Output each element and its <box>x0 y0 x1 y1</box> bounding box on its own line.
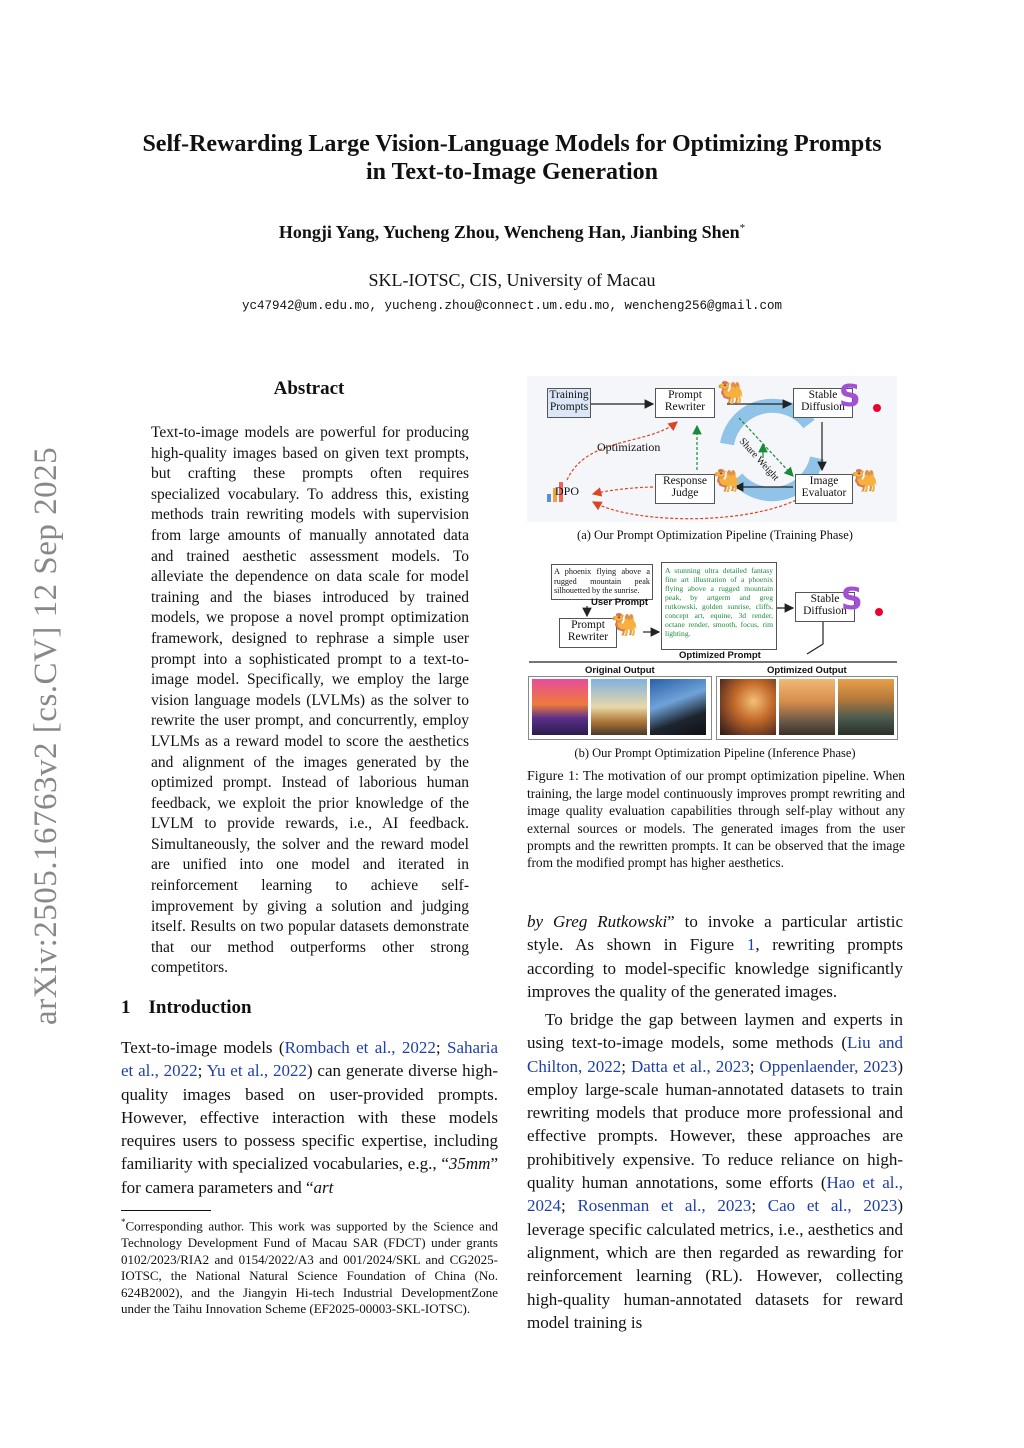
dpo-bar-icon <box>547 494 551 502</box>
original-image-2 <box>591 679 647 735</box>
subcaption-b: (b) Our Prompt Optimization Pipeline (Inference Phase) <box>574 746 856 760</box>
box-label: Prompts <box>549 401 589 413</box>
stability-logo-icon: S <box>839 379 861 414</box>
footnote-rule <box>121 1210 211 1211</box>
intro-text: ” for camera parameters and “ <box>121 1154 498 1197</box>
red-dot-icon <box>873 404 881 412</box>
optimized-output-label: Optimized Output <box>767 665 847 676</box>
citation-link[interactable]: Rosenman et al., 2023 <box>577 1196 752 1216</box>
section-number: 1 <box>121 997 131 1018</box>
title-line-2: in Text-to-Image Generation <box>366 159 658 185</box>
user-prompt-box: A phoenix flying above a rugged mountain peak silhouetted by the sunrise. <box>551 564 653 600</box>
intro-text: ; <box>435 1038 448 1057</box>
image-evaluator-box <box>795 474 853 504</box>
original-output-label: Original Output <box>585 665 655 676</box>
citation-link[interactable]: Cao et al., 2023 <box>767 1196 898 1216</box>
arxiv-identifier: arXiv:2505.16763v2 [cs.CV] 12 Sep 2025 <box>28 446 64 1025</box>
box-label: Judge <box>671 487 699 499</box>
right-paragraph-2 <box>527 1008 903 1334</box>
example-term: by Greg Rutkowski <box>527 912 668 931</box>
figure-caption-text: The motivation of our prompt optimization pipeline. When training, the large model continuously improves prompt rewriting and image quality evaluation capabilities through self-play without any external sources or models. The generated images from the user prompts and the rewritten prompts. It can be observed that the image from the modified prompt has higher aesthetics. <box>527 768 905 871</box>
body-text: ) employ large-scale human-annotated datasets to train rewriting models that produce more professional and effective prompts. However, these approaches are prohibitively expensive. To reduce reliance on high-quality human annotations, some efforts ( <box>527 1056 903 1193</box>
section-heading-introduction <box>121 997 252 1019</box>
body-text: ; <box>751 1196 768 1216</box>
camel-mascot-icon: 🐫 <box>851 468 879 493</box>
box-label: Prompt <box>668 389 702 401</box>
arrow-sd-down <box>807 622 823 654</box>
prompt-rewriter-box <box>559 618 617 648</box>
abstract-heading: Abstract <box>273 378 345 399</box>
authors-text: Hongji Yang, Yucheng Zhou, Wencheng Han, Jianbing Shen <box>278 222 740 242</box>
figure-label: Figure 1: <box>527 769 579 784</box>
box-label: Diffusion <box>803 605 847 617</box>
author-mark: * <box>739 222 746 234</box>
affiliation: SKL-IOTSC, CIS, University of Macau <box>368 270 656 290</box>
dpo-label: DPO <box>555 484 580 498</box>
box-label: Rewriter <box>664 401 706 413</box>
example-term: 35mm <box>448 1154 491 1174</box>
citation-link[interactable]: Liu and Chilton, 2022 <box>527 1033 903 1076</box>
paper-title <box>110 130 914 186</box>
box-label: Diffusion <box>801 401 845 413</box>
section-title: Introduction <box>148 997 252 1018</box>
camel-mascot-icon: 🐫 <box>717 380 745 405</box>
footnote-mark: * <box>121 1217 126 1227</box>
abstract-body: Text-to-image models are powerful for producing high-quality images based on given text prompts, but crafting these prompts often requires specialized vocabulary. To address this, existing methods train rewriting models with supervision from large amounts of manually annotated data and trained aesthetic assessment models. To alleviate the dependence on data scale for model training and the biases introduced by trained models, we propose a novel prompt optimization framework, designed to rephrase a simple user prompt into a sophisticated prompt to a text-to-image model. Specifically, we employ the large vision language models (LVLMs) as the solver to rewrite the user prompt, and concurrently, employ LVLMs as a reward model to score the aesthetics and alignment of the images generated by the optimized prompt. Instead of laborious human feedback, we exploit the prior knowledge of the LVLM to provide rewards, i.e., AI feedback. Simultaneously, the solver and the reward model are unified into one model and iterated in reinforcement learning to achieve self-improvement by giving a solution and judging itself. Results on two popular datasets demonstrate that our method outperforms other strong competitors. <box>151 424 469 977</box>
citation-link[interactable]: Datta et al., 2023 <box>630 1056 750 1076</box>
figure-reference-link[interactable]: 1 <box>746 935 756 955</box>
optimized-prompt-box: A stunning ultra detailed fantasy fine art illustration of a phoenix flying above a rugged mountain peak, by artgerm and greg rutkowski, golden sunrise, cliffs, concept art, equine, 3d render, octane render, smooth, focus, rim lighting. <box>661 562 777 650</box>
optimized-image-1 <box>720 679 776 735</box>
optimized-image-3 <box>838 679 894 735</box>
training-prompts-box <box>547 388 591 418</box>
intro-text: ; <box>197 1061 207 1081</box>
body-text: ) leverage specific calculated metrics, i.e., aesthetics and alignment, which are then regarded as rewarding for reinforcement learning (RL). However, collecting high-quality human-annotated datasets for reward model training is <box>527 1196 903 1332</box>
citation-link[interactable]: Hao et al., 2024 <box>527 1173 904 1216</box>
arrow-judge-to-dpo <box>593 487 653 494</box>
figure-panel-training <box>527 376 897 522</box>
right-paragraph-1 <box>527 910 903 1003</box>
author-list <box>110 222 914 243</box>
intro-paragraph <box>121 1036 498 1199</box>
box-label: Prompt <box>571 619 605 631</box>
author-emails: yc47942@um.edu.mo, yucheng.zhou@connect.um.edu.mo, wencheng256@gmail.com <box>241 299 783 313</box>
body-text: ” to invoke a particular artistic style. As shown in Figure <box>527 912 903 955</box>
box-label: Evaluator <box>801 487 847 499</box>
intro-text: ) can generate diverse high-quality images based on user-provided prompts. However, effective interaction with these models requires users to possess specific expertise, including familiarity with specialized vocabularies, e.g., “ <box>121 1061 498 1174</box>
original-image-3 <box>650 679 706 735</box>
share-weight-label: Share Weight <box>736 436 781 484</box>
prompt-rewriter-box <box>655 388 715 418</box>
body-text: , rewriting prompts according to model-specific knowledge significantly improves the quality of the generated images. <box>527 935 903 1001</box>
body-text: ; <box>621 1056 631 1076</box>
intro-text: Text-to-image models ( <box>121 1038 285 1057</box>
camel-mascot-icon: 🐫 <box>713 468 741 493</box>
box-label: Response <box>662 475 708 487</box>
box-label: Training <box>549 389 589 401</box>
figure-panel-inference <box>527 556 899 742</box>
box-label: Stable <box>810 593 840 605</box>
box-label: Stable <box>808 389 838 401</box>
citation-link[interactable]: Yu et al., 2022 <box>206 1061 307 1081</box>
original-image-1 <box>532 679 588 735</box>
stability-logo-icon: S <box>841 582 863 617</box>
citation-link[interactable]: Rombach et al., 2022 <box>284 1038 436 1057</box>
optimized-image-2 <box>779 679 835 735</box>
response-judge-box <box>655 474 715 504</box>
citation-link[interactable]: Oppenlaender, 2023 <box>759 1056 898 1076</box>
subcaption-a: (a) Our Prompt Optimization Pipeline (Training Phase) <box>577 528 853 542</box>
camel-mascot-icon: 🐫 <box>611 612 639 637</box>
citation-link[interactable]: Saharia et al., 2022 <box>121 1038 498 1081</box>
optimization-label: Optimization <box>597 440 661 454</box>
body-text: ; <box>749 1056 760 1076</box>
body-text: To bridge the gap between laymen and experts in using text-to-image models, some methods ( <box>527 1010 903 1053</box>
user-prompt-label: User Prompt <box>591 597 649 608</box>
box-label: Image <box>809 475 839 487</box>
footnote-text: Corresponding author. This work was supported by the Science and Technology Development Fund of Macau SAR (FDCT) under grants 0102/2023/RIA2 and 0154/2022/A3 and 001/2024/SKL and CG2025-IOTSC, the National Natural Science Foundation of China (No. 624B2002), and the Jiangyin Hi-tech Industrial DevelopmentZone under the Taihu Innovation Scheme (EF2025-00003-SKL-IOTSC). <box>121 1218 498 1317</box>
footnote <box>121 1214 498 1318</box>
title-line-1: Self-Rewarding Large Vision-Language Models for Optimizing Prompts <box>142 131 882 157</box>
box-label: Rewriter <box>567 631 609 643</box>
figure-caption <box>527 767 905 871</box>
body-text: ; <box>561 1196 578 1216</box>
optimized-prompt-label: Optimized Prompt <box>679 650 761 661</box>
red-dot-icon <box>875 608 883 616</box>
example-term: art <box>313 1177 334 1197</box>
